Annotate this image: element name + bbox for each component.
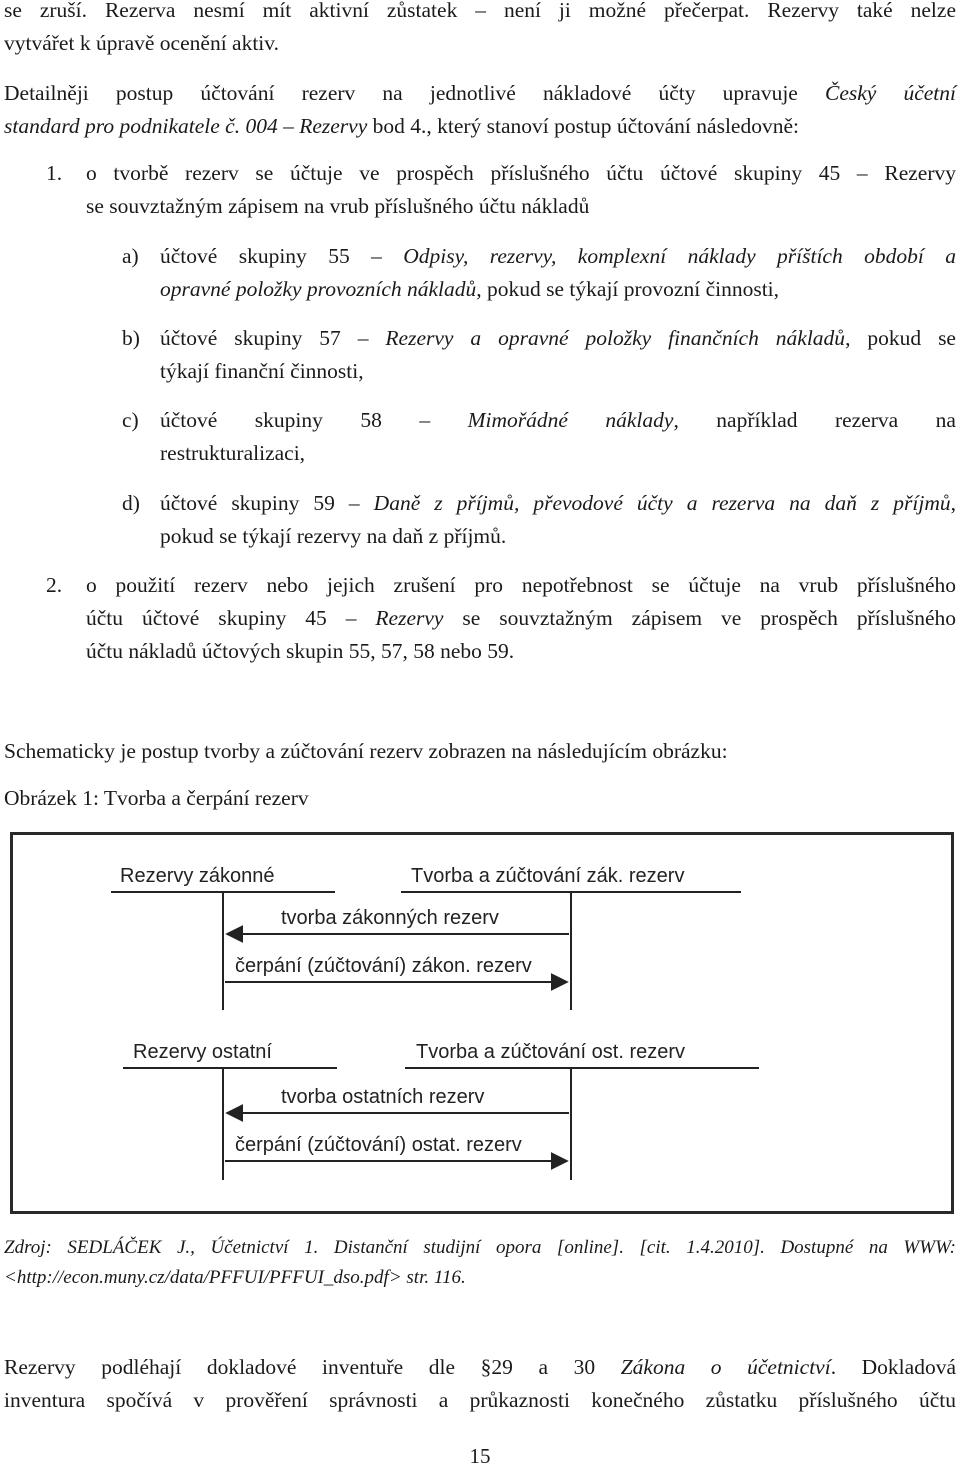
source-line-1: Zdroj: SEDLÁČEK J., Účetnictví 1. Distanční studijní opora [online]. [cit. 1.4.2010]. Dostupné na WWW:: [4, 1237, 956, 1258]
label-other-creation-settlement: Tvorba a zúčtování ost. rezerv: [416, 1041, 686, 1063]
closing-line-1: Rezervy podléhají dokladové inventuře dle §29 a 30 Zákona o účetnictví. Dokladová: [4, 1355, 956, 1379]
intro-line-2: vytvářet k úpravě ocenění aktiv.: [4, 31, 280, 55]
detail-line-1: Detailněji postup účtování rezerv na jednotlivé nákladové účty upravuje Český účetní: [4, 81, 956, 105]
intro-paragraph: [4, 0, 956, 60]
intro-line-1: se zruší. Rezerva nesmí mít aktivní zůstatek – není ji možné přečerpat. Rezervy také nelze: [4, 0, 956, 22]
closing-paragraph: [4, 1351, 956, 1417]
label-creation-legal: tvorba zákonných rezerv: [281, 907, 499, 929]
item-2-number: 2.: [46, 573, 63, 597]
sub-d-label: d): [122, 491, 140, 515]
sub-c-text: účtové skupiny 58 – Mimořádné náklady, například rezerva na restrukturalizaci,: [160, 408, 956, 465]
item-1-text: o tvorbě rezerv se účtuje ve prospěch příslušného účtu účtové skupiny 45 – Rezervy se souvztažným zápisem na vrub příslušného účtu nákladů: [86, 161, 956, 218]
label-drawing-legal: čerpání (zúčtování) zákon. rezerv: [235, 955, 532, 977]
label-reserves-other: Rezervy ostatní: [133, 1041, 272, 1063]
label-reserves-legal: Rezervy zákonné: [120, 865, 275, 887]
source-note: [4, 1233, 956, 1293]
item-2-text: o použití rezerv nebo jejich zrušení pro nepotřebnost se účtuje na vrub příslušného účtu účtové skupiny 45 – Rezervy se souvztažným zápisem ve prospěch příslušného účtu nákladů účtových skupin 55, 57, 58 nebo 59.: [86, 573, 956, 663]
label-drawing-other: čerpání (zúčtování) ostat. rezerv: [235, 1134, 522, 1156]
sub-a-text: účtové skupiny 55 – Odpisy, rezervy, komplexní náklady příštích období a opravné položky provozních nákladů, pokud se týkají provozní činnosti,: [160, 244, 956, 301]
sub-c-label: c): [122, 408, 139, 432]
detail-line-2: standard pro podnikatele č. 004 – Rezervy bod 4., který stanoví postup účtování následovně:: [4, 114, 799, 138]
sub-d-text: účtové skupiny 59 – Daně z příjmů, převodové účty a rezerva na daň z příjmů, pokud se týkají rezervy na daň z příjmů.: [160, 491, 956, 548]
sub-a-label: a): [122, 244, 139, 268]
sub-b-label: b): [122, 326, 140, 350]
sub-b-text: účtové skupiny 57 – Rezervy a opravné položky finančních nákladů, pokud se týkají finanční činnosti,: [160, 326, 956, 383]
source-line-2: <http://econ.muny.cz/data/PFFUI/PFFUI_dso.pdf> str. 116.: [4, 1267, 466, 1288]
detail-paragraph: [4, 77, 956, 143]
page-number: 15: [469, 1444, 491, 1468]
reserves-diagram: [10, 832, 954, 1214]
label-legal-creation-settlement: Tvorba a zúčtování zák. rezerv: [411, 865, 685, 887]
item-1-number: 1.: [46, 161, 63, 185]
label-creation-other: tvorba ostatních rezerv: [281, 1086, 485, 1108]
schema-sentence: Schematicky je postup tvorby a zúčtování rezerv zobrazen na následujícím obrázku:: [4, 739, 728, 763]
closing-line-2: inventura spočívá v prověření správnosti a průkaznosti konečného zůstatku příslušného účtu: [4, 1388, 956, 1412]
figure-caption: Obrázek 1: Tvorba a čerpání rezerv: [4, 786, 309, 810]
diagram-svg: [13, 835, 951, 1211]
